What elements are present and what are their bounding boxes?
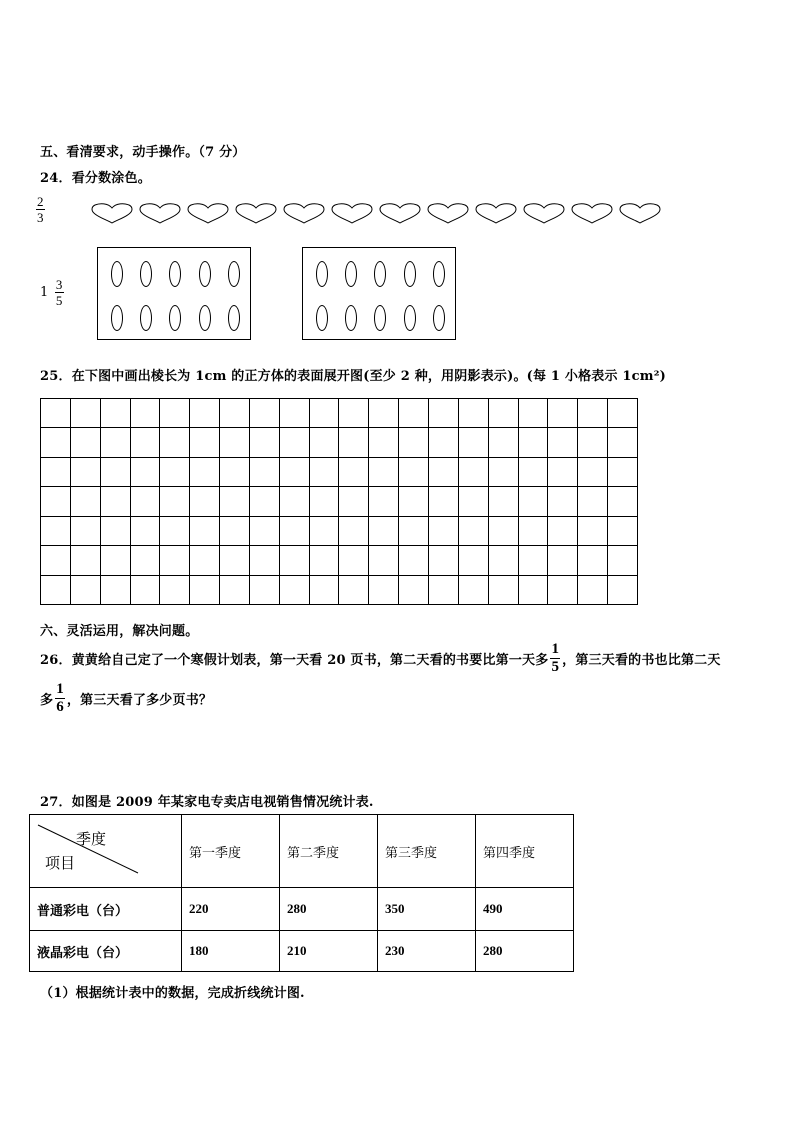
grid-cell[interactable] [578,428,608,457]
grid-cell[interactable] [70,546,100,575]
oval-shape [316,305,328,331]
grid-cell[interactable] [428,546,458,575]
grid-cell[interactable] [41,575,71,604]
heart-shape [522,202,566,224]
grid-cell[interactable] [220,399,250,428]
grid-cell[interactable] [608,428,638,457]
grid-cell[interactable] [548,487,578,516]
grid-cell[interactable] [279,457,309,486]
oval-shape [404,305,416,331]
grid-cell[interactable] [399,457,429,486]
grid-row [41,428,638,457]
grid-cell[interactable] [399,546,429,575]
table-row [30,931,574,972]
grid-cell[interactable] [428,399,458,428]
table-cell: 230 [378,931,476,972]
oval-shape [140,305,152,331]
table-cell: 280 [280,888,378,931]
grid-row [41,457,638,486]
corner-label-season: 季度 [76,830,107,848]
grid-row [41,399,638,428]
grid-cell[interactable] [160,575,190,604]
oval-shape [433,261,445,287]
oval-shape [169,261,181,287]
oval-shape [111,261,123,287]
grid-cell[interactable] [369,399,399,428]
grid-cell[interactable] [488,428,518,457]
grid-cell[interactable] [309,516,339,545]
grid-cell[interactable] [220,546,250,575]
table-row [30,888,574,931]
grid-cell[interactable] [518,546,548,575]
grid-cell[interactable] [518,457,548,486]
heart-shape [234,202,278,224]
grid-cell[interactable] [548,428,578,457]
grid-row [41,575,638,604]
table-cell: 220 [182,888,280,931]
row-label: 普通彩电（台） [30,888,182,931]
grid-cell[interactable] [100,487,130,516]
grid-cell[interactable] [339,487,369,516]
grid-cell[interactable] [428,428,458,457]
grid-cell[interactable] [608,487,638,516]
grid-cell[interactable] [399,487,429,516]
grid-cell[interactable] [339,399,369,428]
heart-shape [618,202,662,224]
grid-cell[interactable] [70,428,100,457]
fraction-denominator: 5 [551,659,560,675]
fraction-numerator: 1 [56,681,64,697]
grid-cell[interactable] [488,487,518,516]
grid-cell[interactable] [279,399,309,428]
grid-cell[interactable] [160,457,190,486]
square-grid [40,398,638,605]
grid-cell[interactable] [428,457,458,486]
grid-cell[interactable] [41,546,71,575]
grid-cell[interactable] [608,546,638,575]
grid-cell[interactable] [130,516,160,545]
oval-shape [345,261,357,287]
grid-cell[interactable] [369,575,399,604]
grid-cell[interactable] [518,428,548,457]
grid-cell[interactable] [309,428,339,457]
grid-cell[interactable] [41,457,71,486]
heart-shape [330,202,374,224]
grid-cell[interactable] [70,516,100,545]
grid-cell[interactable] [458,516,488,545]
grid-cell[interactable] [160,428,190,457]
question-25-title: 25．在下图中画出棱长为 1cm 的正方体的表面展开图(至少 2 种，用阴影表示)。(每 1 小格表示 1cm²) [40,369,666,384]
oval-box-1 [97,247,251,340]
grid-cell[interactable] [249,487,279,516]
grid-cell[interactable] [100,546,130,575]
grid-cell[interactable] [578,399,608,428]
grid-cell[interactable] [41,516,71,545]
fraction-two-thirds [34,194,47,225]
oval-shape [228,305,240,331]
fraction-numerator: 1 [551,641,560,657]
grid-cell[interactable] [488,516,518,545]
grid-cell[interactable] [309,546,339,575]
grid-cell[interactable] [458,428,488,457]
table-cell: 490 [476,888,574,931]
grid-cell[interactable] [190,487,220,516]
oval-shape [199,305,211,331]
grid-row [41,516,638,545]
heart-shape [138,202,182,224]
table-cell: 180 [182,931,280,972]
corner-label-item: 项目 [45,854,76,872]
question-26-line-2 [40,681,212,716]
grid-cell[interactable] [458,457,488,486]
fraction-denominator: 6 [56,699,64,715]
grid-cell[interactable] [190,546,220,575]
q26-text-part-3: 多 [40,693,54,708]
grid-cell[interactable] [220,457,250,486]
grid-cell[interactable] [130,487,160,516]
grid-cell[interactable] [518,516,548,545]
oval-shape [316,261,328,287]
grid-cell[interactable] [488,399,518,428]
grid-cell[interactable] [399,516,429,545]
grid-cell[interactable] [100,457,130,486]
grid-cell[interactable] [249,428,279,457]
heart-shape [186,202,230,224]
q26-text-part-1: 26．黄黄给自己定了一个寒假计划表，第一天看 20 页书，第二天看的书要比第一天多 [40,653,549,668]
grid-cell[interactable] [41,428,71,457]
grid-cell[interactable] [70,399,100,428]
oval-shape [111,305,123,331]
oval-shape [433,305,445,331]
q26-text-part-2: ，第三天看的书也比第二天 [562,653,721,668]
grid-cell[interactable] [548,575,578,604]
grid-cell[interactable] [548,516,578,545]
grid-cell[interactable] [578,516,608,545]
fraction-denominator: 3 [37,210,44,225]
grid-cell[interactable] [428,487,458,516]
grid-cell[interactable] [70,575,100,604]
grid-cell[interactable] [339,428,369,457]
grid-cell[interactable] [220,575,250,604]
oval-shape [345,305,357,331]
grid-cell[interactable] [160,487,190,516]
heart-shape [474,202,518,224]
grid-cell[interactable] [458,546,488,575]
question-24-title: 24．看分数涂色。 [40,171,151,186]
table-header-row [30,815,574,888]
column-header: 第二季度 [280,815,378,888]
grid-cell[interactable] [220,516,250,545]
grid-cell[interactable] [130,428,160,457]
oval-shape [374,305,386,331]
grid-cell[interactable] [130,457,160,486]
question-27-title: 27．如图是 2009 年某家电专卖店电视销售情况统计表. [40,795,374,810]
grid-cell[interactable] [249,516,279,545]
grid-cell[interactable] [548,546,578,575]
grid-cell[interactable] [458,487,488,516]
mixed-whole: 1 [40,285,49,300]
question-26-line-1 [40,641,721,676]
grid-cell[interactable] [548,457,578,486]
heart-shape [426,202,470,224]
column-header: 第三季度 [378,815,476,888]
column-header: 第一季度 [182,815,280,888]
grid-cell[interactable] [190,516,220,545]
oval-shape [169,305,181,331]
grid-cell[interactable] [249,546,279,575]
section-6-heading: 六、灵活运用，解决问题。 [40,624,199,639]
grid-cell[interactable] [608,516,638,545]
grid-cell[interactable] [578,487,608,516]
heart-shape [90,202,134,224]
table-cell: 280 [476,931,574,972]
grid-cell[interactable] [428,575,458,604]
grid-cell[interactable] [279,546,309,575]
oval-shape [404,261,416,287]
row-label: 液晶彩电（台） [30,931,182,972]
grid-cell[interactable] [190,575,220,604]
grid-cell[interactable] [399,428,429,457]
hearts-row [90,202,662,224]
table-cell: 350 [378,888,476,931]
grid-cell[interactable] [220,487,250,516]
grid-cell[interactable] [309,457,339,486]
grid-cell[interactable] [190,457,220,486]
grid-cell[interactable] [279,428,309,457]
mixed-fraction-one-three-fifths [40,277,66,308]
grid-cell[interactable] [518,487,548,516]
oval-shape [199,261,211,287]
grid-cell[interactable] [160,399,190,428]
fraction-numerator: 3 [55,277,63,292]
grid-cell[interactable] [279,487,309,516]
grid-cell[interactable] [399,575,429,604]
grid-cell[interactable] [220,428,250,457]
oval-shape [140,261,152,287]
grid-cell[interactable] [100,399,130,428]
fraction-numerator: 2 [37,194,44,209]
question-27-sub-1: （1）根据统计表中的数据，完成折线统计图. [40,986,305,1001]
grid-cell[interactable] [488,575,518,604]
q26-text-part-4: ，第三天看了多少页书？ [66,693,213,708]
grid-cell[interactable] [130,546,160,575]
grid-cell[interactable] [608,399,638,428]
heart-shape [282,202,326,224]
grid-cell[interactable] [130,399,160,428]
table-cell: 210 [280,931,378,972]
section-5-heading: 五、看清要求，动手操作。（7 分） [40,145,246,160]
grid-cell[interactable] [428,516,458,545]
grid-cell[interactable] [548,399,578,428]
sales-table [29,814,574,972]
grid-cell[interactable] [518,575,548,604]
oval-box-2 [302,247,456,340]
grid-cell[interactable] [339,457,369,486]
grid-cell[interactable] [488,546,518,575]
grid-cell[interactable] [369,546,399,575]
grid-cell[interactable] [160,546,190,575]
grid-cell[interactable] [339,546,369,575]
grid-cell[interactable] [309,487,339,516]
grid-cell[interactable] [41,487,71,516]
grid-cell[interactable] [249,457,279,486]
diagonal-header-cell [30,815,182,888]
fraction-denominator: 5 [55,293,63,308]
grid-cell[interactable] [70,487,100,516]
grid-cell[interactable] [249,399,279,428]
grid-cell[interactable] [369,428,399,457]
heart-shape [378,202,422,224]
grid-cell[interactable] [160,516,190,545]
grid-cell[interactable] [70,457,100,486]
grid-cell[interactable] [608,575,638,604]
grid-cell[interactable] [100,428,130,457]
grid-row [41,487,638,516]
grid-cell[interactable] [458,575,488,604]
grid-cell[interactable] [309,575,339,604]
grid-cell[interactable] [279,516,309,545]
grid-cell[interactable] [369,457,399,486]
grid-cell[interactable] [130,575,160,604]
grid-cell[interactable] [190,428,220,457]
grid-cell[interactable] [309,399,339,428]
grid-cell[interactable] [369,516,399,545]
grid-cell[interactable] [608,457,638,486]
grid-cell[interactable] [100,516,130,545]
grid-cell[interactable] [279,575,309,604]
grid-cell[interactable] [488,457,518,486]
grid-cell[interactable] [249,575,279,604]
oval-shape [228,261,240,287]
grid-cell[interactable] [100,575,130,604]
grid-cell[interactable] [369,487,399,516]
grid-cell[interactable] [41,399,71,428]
grid-cell[interactable] [578,575,608,604]
heart-shape [570,202,614,224]
grid-cell[interactable] [339,575,369,604]
grid-cell[interactable] [458,399,488,428]
grid-cell[interactable] [399,399,429,428]
column-header: 第四季度 [476,815,574,888]
grid-cell[interactable] [578,457,608,486]
grid-cell[interactable] [518,399,548,428]
oval-shape [374,261,386,287]
grid-cell[interactable] [190,399,220,428]
grid-cell[interactable] [339,516,369,545]
grid-row [41,546,638,575]
grid-cell[interactable] [578,546,608,575]
